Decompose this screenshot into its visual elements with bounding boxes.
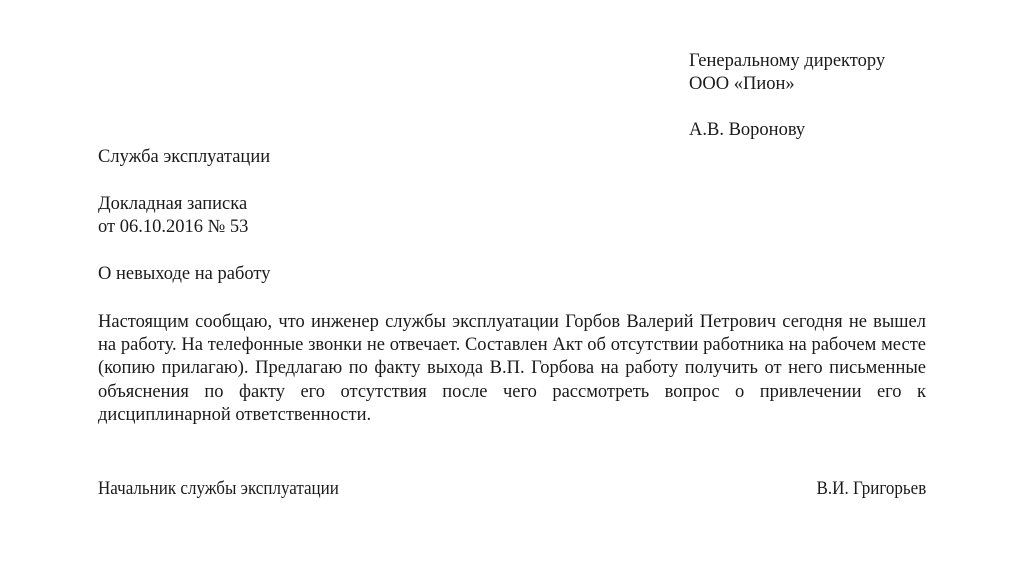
spacer <box>98 239 928 263</box>
document-date-number: от 06.10.2016 № 53 <box>98 217 249 237</box>
addressee-title: Генеральному директору <box>689 51 886 71</box>
signature-block <box>98 478 926 502</box>
document-body: Настоящим сообщаю, что инженер службы эксплуатации Горбов Валерий Петрович сегодня не вышел на работу. На телефонные звонки не отвечает. Составлен Акт об отсутствии работника на рабочем месте (копию прилагаю). Предлагаю по факту выхода В.П. Горбова на работу получить от него письменные объяснения по факту его отсутствия после чего рассмотреть вопрос о привлечении его к дисциплинарной ответственности. <box>98 312 926 425</box>
department-name: Служба эксплуатации <box>98 147 271 167</box>
addressee-company: ООО «Пион» <box>689 74 795 94</box>
document-subject: О невыходе на работу <box>98 264 271 284</box>
document-header <box>98 146 928 286</box>
addressee-block <box>689 50 1009 142</box>
document-type: Докладная записка <box>98 194 248 214</box>
spacer <box>98 169 928 193</box>
addressee-name: А.В. Воронову <box>689 120 806 140</box>
signer-position: Начальник службы эксплуатации <box>98 479 339 499</box>
signer-name: В.И. Григорьев <box>816 479 926 499</box>
spacer <box>689 96 1009 119</box>
